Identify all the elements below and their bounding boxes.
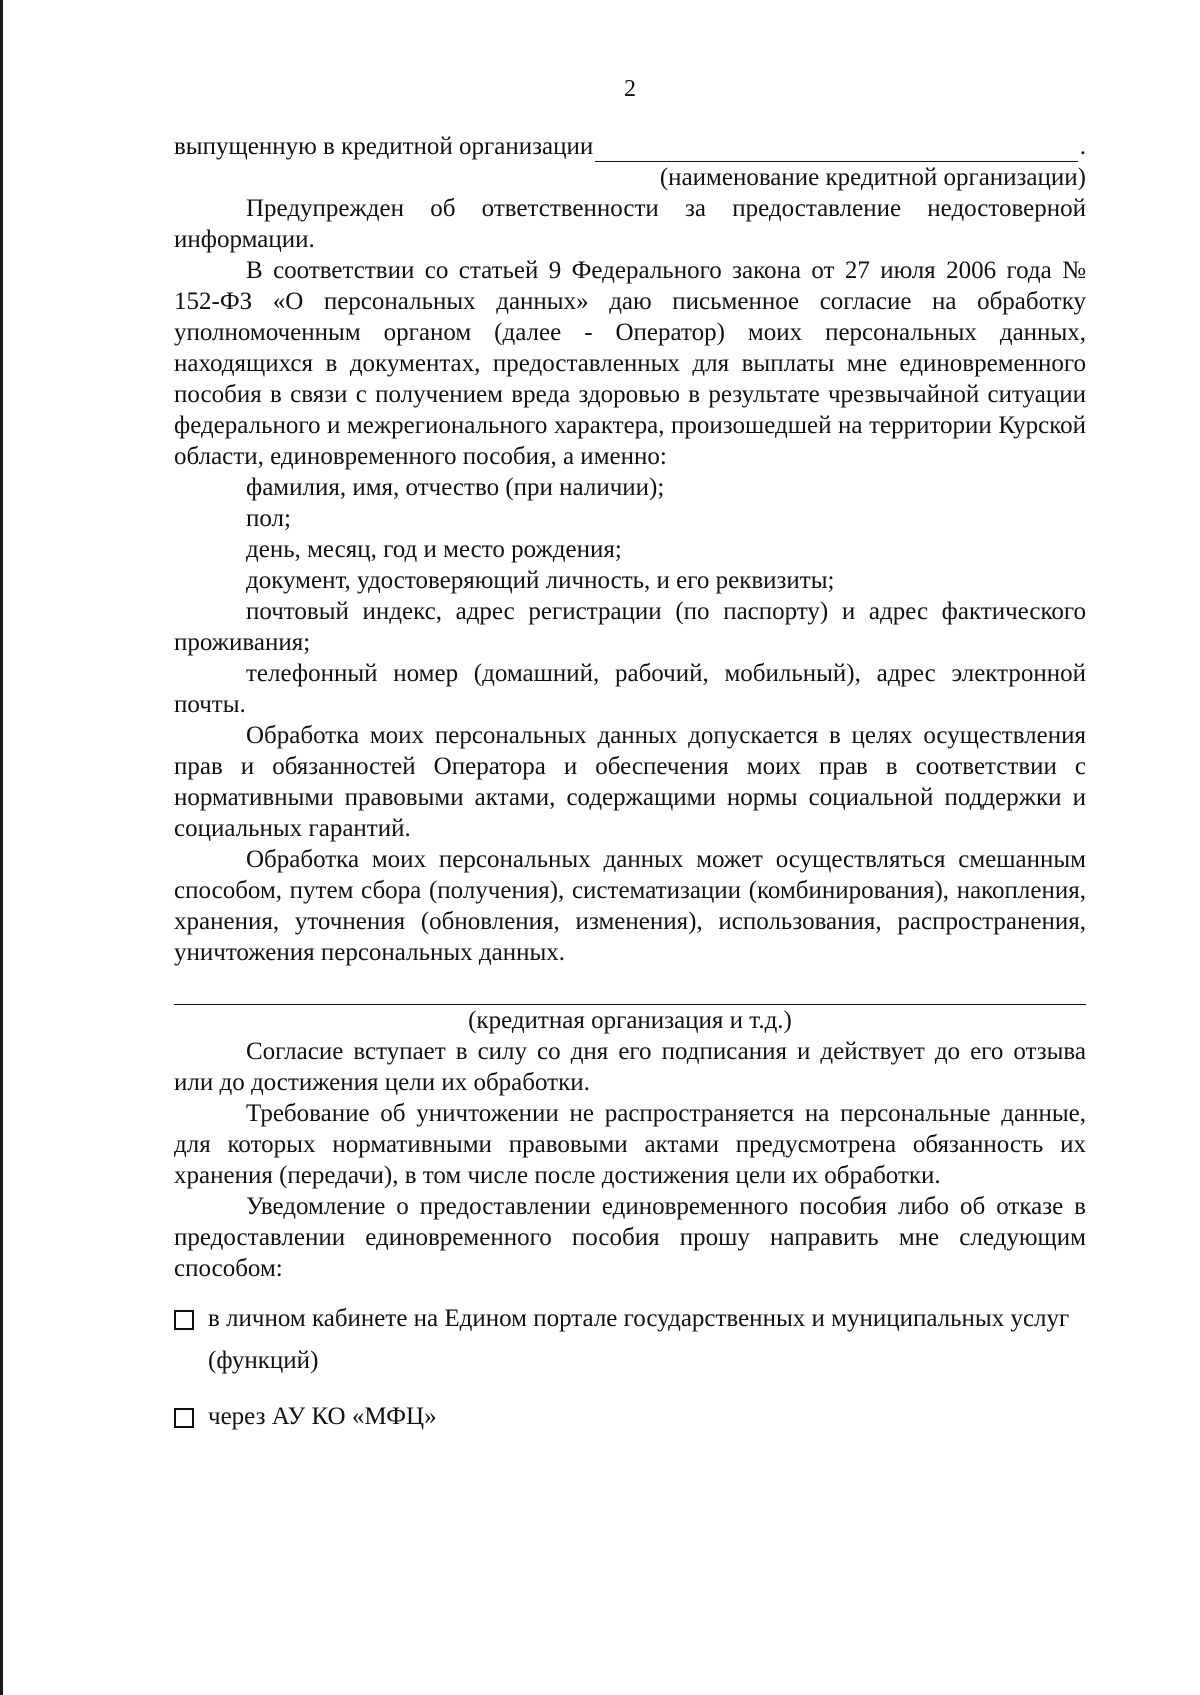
checkbox-mfc[interactable] (174, 1408, 194, 1428)
notification-paragraph: Уведомление о предоставлении единовременного пособия либо об отказе в предоставлении единовременного пособия прошу направить мне следующим способом: (174, 1193, 1086, 1282)
option-mfc-label: через АУ КО «МФЦ» (208, 1403, 437, 1430)
bank-name-blank[interactable] (595, 137, 1078, 162)
option-portal-label: в личном кабинете на Едином портале государственных и муниципальных услуг (функций) (208, 1305, 1070, 1374)
consent-intro-paragraph: В соответствии со статьей 9 Федерального закона от 27 июля 2006 года № 152-ФЗ «О персональных данных» даю письменное согласие на обработку уполномоченным органом (далее - Оператор) моих персональных данных, находящихся в документах, предоставленных для выплаты мне единовременного пособия в связи с получением вреда здоровью в результате чрезвычайной ситуации федерального и межрегионального характера, произошедшей на территории Курской области, единовременного пособия, а именно: (174, 257, 1086, 470)
data-item: почтовый индекс, адрес регистрации (по паспорту) и адрес фактического проживания; (174, 598, 1086, 656)
option-mfc[interactable] (174, 1404, 1086, 1438)
page-number: 2 (624, 76, 636, 102)
bank-line-text: выпущенную в кредитной организации (174, 133, 594, 160)
data-item: день, месяц, год и место рождения; (246, 536, 622, 563)
data-item: телефонный номер (домашний, рабочий, мобильный), адрес электронной почты. (174, 660, 1086, 718)
effective-paragraph: Согласие вступает в силу со дня его подписания и действует до его отзыва или до достижения цели их обработки. (174, 1038, 1086, 1096)
bank-line-row (174, 131, 1086, 162)
data-item: фамилия, имя, отчество (при наличии); (246, 474, 665, 501)
data-item: документ, удостоверяющий личность, и его реквизиты; (246, 567, 835, 594)
scan-edge (0, 0, 3, 1695)
bank-name-caption: (наименование кредитной организации) (659, 164, 1086, 191)
data-item: пол; (246, 505, 291, 532)
bank-line-end: . (1079, 133, 1086, 160)
transfer-blank-line[interactable] (174, 976, 1086, 1005)
purpose-paragraph: Обработка моих персональных данных допускается в целях осуществления прав и обязанностей Оператора и обеспечения моих прав в соответствии с нормативными правовыми актами, содержащими нормы социальной поддержки и социальных гарантий. (174, 722, 1086, 842)
method-paragraph: Обработка моих персональных данных может осуществляться смешанным способом, путем сбора (получения), систематизации (комбинирования), накопления, хранения, уточнения (обновления, изменения), использования, распространения, уничтожения персональных данных. (174, 846, 1086, 966)
destruction-paragraph: Требование об уничтожении не распространяется на персональные данные, для которых нормативными правовыми актами предусмотрена обязанность их хранения (передачи), в том числе после достижения цели их обработки. (174, 1100, 1086, 1189)
transfer-caption: (кредитная организация и т.д.) (468, 1007, 792, 1034)
document-body (174, 131, 1086, 1438)
option-portal[interactable] (174, 1306, 1086, 1382)
warning-paragraph: Предупрежден об ответственности за предоставление недостоверной информации. (174, 195, 1086, 253)
checkbox-portal[interactable] (174, 1310, 194, 1330)
